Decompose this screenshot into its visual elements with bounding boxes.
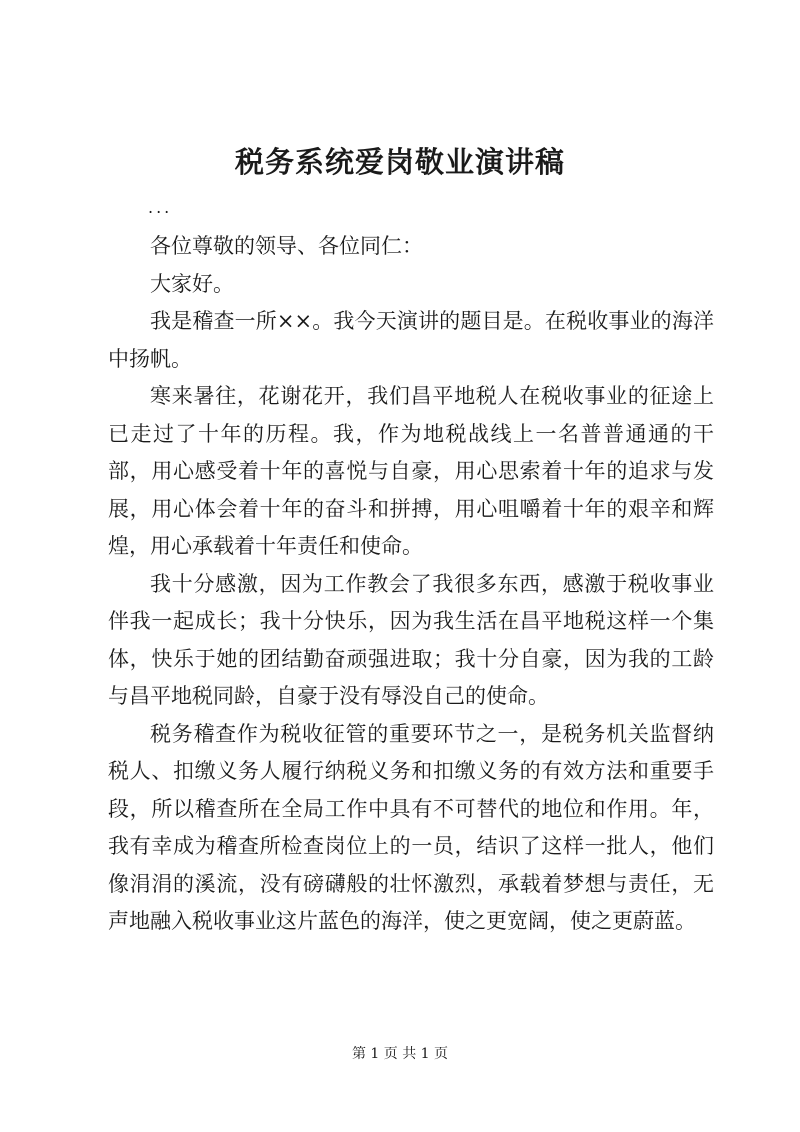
paragraph-body: 我十分感激，因为工作教会了我很多东西，感激于税收事业伴我一起成长；我十分快乐，因为我生活在昌平地税这样一个集体，快乐于她的团结勤奋顽强进取；我十分自豪，因为我的工龄与昌平地税同龄，自豪于没有辱没自己的使命。 bbox=[108, 571, 714, 708]
document-title: 税务系统爱岗敬业演讲稿 bbox=[234, 145, 565, 179]
paragraph-introduction: 我是稽查一所××。我今天演讲的题目是。在税收事业的海洋中扬帆。 bbox=[108, 309, 714, 371]
paragraph-salutation: 各位尊敬的领导、各位同仁： bbox=[150, 234, 423, 258]
document-body bbox=[108, 228, 714, 941]
paragraph-body: 寒来暑往，花谢花开，我们昌平地税人在税收事业的征途上已走过了十年的历程。我，作为地税战线上一名普普通通的干部，用心感受着十年的喜悦与自豪，用心思索着十年的追求与发展，用心体会着十年的奋斗和拼搏，用心咀嚼着十年的艰辛和辉煌，用心承载着十年责任和使命。 bbox=[108, 384, 714, 558]
page-footer: 第 1 页 共 1 页 bbox=[351, 1046, 449, 1062]
paragraph-body: 税务稽查作为税收征管的重要环节之一，是税务机关监督纳税人、扣缴义务人履行纳税义务和扣缴义务的有效方法和重要手段，所以稽查所在全局工作中具有不可替代的地位和作用。年，我有幸成为稽查所检查岗位上的一员，结识了这样一批人，他们像涓涓的溪流，没有磅礴般的壮怀激烈，承载着梦想与责任，无声地融入税收事业这片蓝色的海洋，使之更宽阔，使之更蔚蓝。 bbox=[108, 721, 714, 933]
paragraph-greeting: 大家好。 bbox=[150, 271, 234, 296]
ellipsis-marker: ... bbox=[148, 198, 173, 217]
